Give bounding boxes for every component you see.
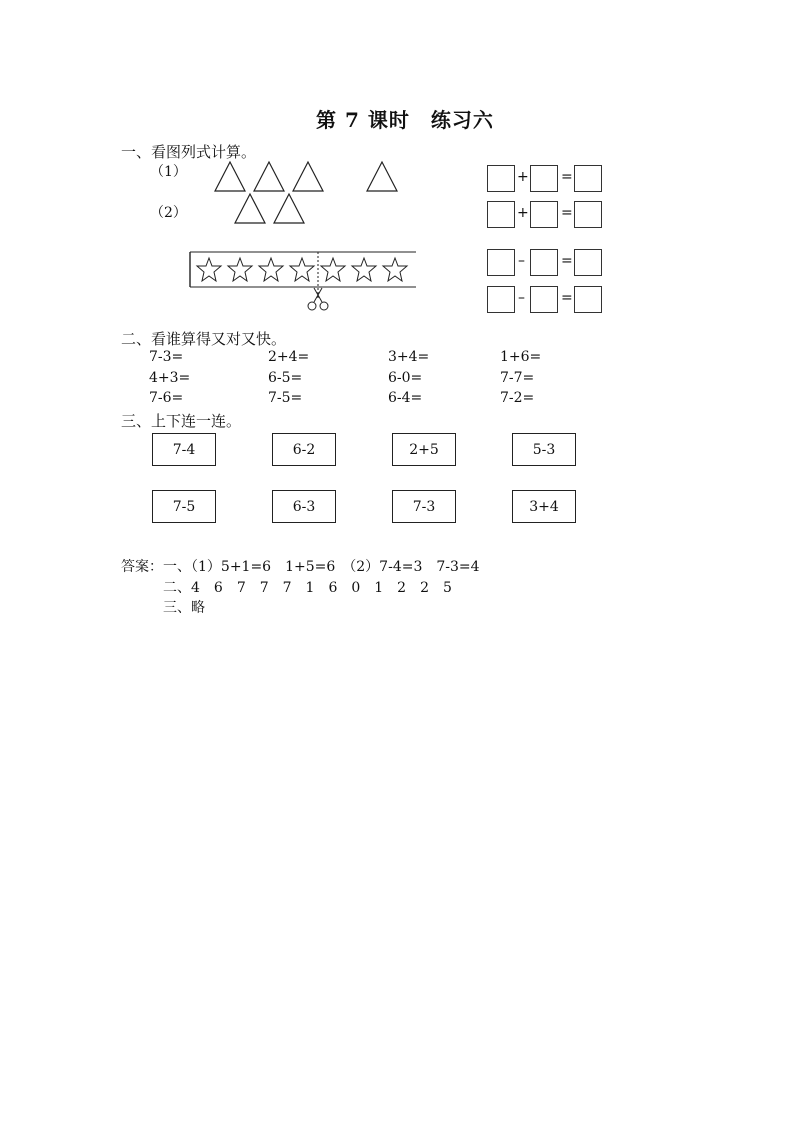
answer-box[interactable] [530,201,558,228]
exercise-item: 6-5= [268,370,303,386]
star-icon [259,258,283,281]
exercise-item: 7-2= [500,390,535,406]
answer-box[interactable] [530,165,558,192]
triangle-icon [293,162,323,191]
star-icon [321,258,345,281]
exercise-item: 7-7= [500,370,535,386]
page-title: 第 7 课时 练习六 [316,108,494,132]
equals-sign: = [561,290,573,306]
exercise-item: 4+3= [149,370,191,386]
triangle-icon [235,194,265,223]
equals-sign: = [561,205,573,221]
section-1-heading: 一、看图列式计算。 [121,143,257,161]
answer-box[interactable] [530,286,558,313]
exercise-item: 3+4= [388,349,430,365]
exercise-item: 7-3= [149,349,184,365]
match-box-top[interactable]: 2+5 [392,433,456,466]
part-1-label: （1） [150,164,187,180]
plus-sign: + [517,205,529,221]
match-box-bottom[interactable]: 3+4 [512,490,576,523]
match-box-bottom[interactable]: 6-3 [272,490,336,523]
equals-sign: = [561,169,573,185]
match-box-top[interactable]: 5-3 [512,433,576,466]
answer-line-3: 三、略 [163,600,205,616]
exercise-item: 1+6= [500,349,542,365]
star-icon [383,258,407,281]
answer-box[interactable] [487,201,515,228]
answer-box[interactable] [574,165,602,192]
triangle-icon [274,194,304,223]
answer-box[interactable] [574,286,602,313]
answer-line-1: 答案：一、（1）5+1=6 1+5=6 （2）7-4=3 7-3=4 [121,559,480,575]
section-2-heading: 二、看谁算得又对又快。 [121,330,287,348]
answer-box[interactable] [574,249,602,276]
scissors-icon [308,288,328,310]
equals-sign: = [561,253,573,269]
match-box-bottom[interactable]: 7-3 [392,490,456,523]
triangle-icon [254,162,284,191]
answer-box[interactable] [487,165,515,192]
triangle-icon [215,162,245,191]
exercise-item: 7-5= [268,390,303,406]
section-3-heading: 三、上下连一连。 [121,412,242,430]
triangle-icon [367,162,397,191]
answer-box[interactable] [574,201,602,228]
exercise-item: 2+4= [268,349,310,365]
answer-line-2: 二、4 6 7 7 7 1 6 0 1 2 2 5 [163,580,452,596]
exercise-item: 6-0= [388,370,423,386]
stars-strip [188,250,420,314]
minus-sign: – [518,253,525,269]
match-box-bottom[interactable]: 7-5 [152,490,216,523]
match-box-top[interactable]: 6-2 [272,433,336,466]
star-icon [290,258,314,281]
answer-box[interactable] [487,286,515,313]
answer-box[interactable] [487,249,515,276]
minus-sign: – [518,290,525,306]
star-icon [352,258,376,281]
exercise-item: 6-4= [388,390,423,406]
part-2-label: （2） [150,205,187,221]
triangle-group-2 [232,192,312,226]
match-box-top[interactable]: 7-4 [152,433,216,466]
star-icon [228,258,252,281]
triangle-group-1 [212,160,402,194]
star-icon [197,258,221,281]
exercise-item: 7-6= [149,390,184,406]
answer-box[interactable] [530,249,558,276]
plus-sign: + [517,169,529,185]
